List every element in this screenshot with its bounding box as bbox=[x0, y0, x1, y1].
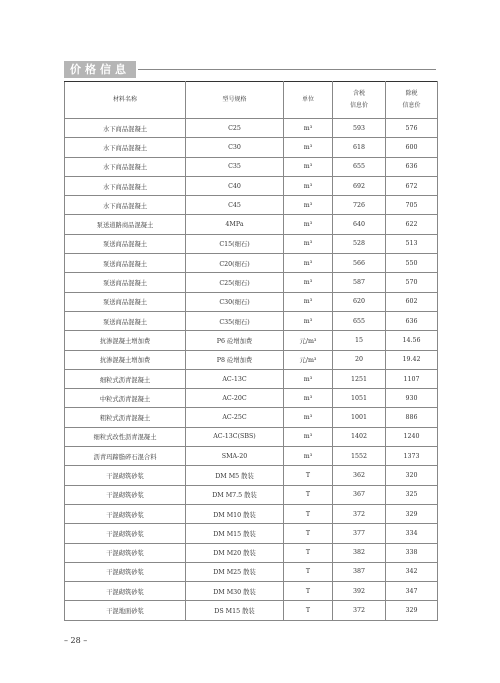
cell-spec: DM M7.5 散装 bbox=[186, 485, 284, 504]
cell-taxed-price: 1051 bbox=[333, 389, 386, 408]
cell-taxed-price: 1552 bbox=[333, 447, 386, 466]
cell-taxed-price: 1251 bbox=[333, 369, 386, 388]
cell-taxed-price: 726 bbox=[333, 196, 386, 215]
cell-taxed-price: 392 bbox=[333, 582, 386, 601]
cell-spec: C35(细石) bbox=[186, 311, 284, 330]
table-row bbox=[65, 196, 438, 215]
cell-untaxed-price: 329 bbox=[386, 601, 438, 620]
cell-untaxed-price: 602 bbox=[386, 292, 438, 311]
cell-spec: AC-13C(SBS) bbox=[186, 427, 284, 446]
cell-untaxed-price: 636 bbox=[386, 311, 438, 330]
cell-unit: m³ bbox=[284, 369, 333, 388]
cell-taxed-price: 587 bbox=[333, 273, 386, 292]
cell-name: 泵送商品混凝土 bbox=[65, 311, 186, 330]
cell-name: 干混砌筑砂浆 bbox=[65, 562, 186, 581]
table-row bbox=[65, 138, 438, 157]
cell-name: 泵送商品混凝土 bbox=[65, 273, 186, 292]
column-header-spec: 型号规格 bbox=[186, 82, 284, 119]
cell-taxed-price: 372 bbox=[333, 504, 386, 523]
cell-unit: m³ bbox=[284, 119, 333, 138]
table-row bbox=[65, 408, 438, 427]
cell-taxed-price: 618 bbox=[333, 138, 386, 157]
cell-unit: T bbox=[284, 466, 333, 485]
cell-spec: DM M5 散装 bbox=[186, 466, 284, 485]
cell-untaxed-price: 600 bbox=[386, 138, 438, 157]
cell-spec: AC-20C bbox=[186, 389, 284, 408]
cell-untaxed-price: 19.42 bbox=[386, 350, 438, 369]
cell-unit: T bbox=[284, 485, 333, 504]
cell-taxed-price: 15 bbox=[333, 331, 386, 350]
cell-name: 水下商品混凝土 bbox=[65, 157, 186, 176]
cell-name: 泵送商品混凝土 bbox=[65, 234, 186, 253]
cell-untaxed-price: 886 bbox=[386, 408, 438, 427]
cell-name: 干混砌筑砂浆 bbox=[65, 466, 186, 485]
table-row bbox=[65, 273, 438, 292]
cell-taxed-price: 387 bbox=[333, 562, 386, 581]
cell-spec: C25(细石) bbox=[186, 273, 284, 292]
table-row bbox=[65, 562, 438, 581]
cell-untaxed-price: 930 bbox=[386, 389, 438, 408]
cell-unit: m³ bbox=[284, 234, 333, 253]
table-row bbox=[65, 504, 438, 523]
table-row bbox=[65, 543, 438, 562]
table-row bbox=[65, 350, 438, 369]
cell-unit: m³ bbox=[284, 196, 333, 215]
cell-spec: P8 砼增加费 bbox=[186, 350, 284, 369]
cell-untaxed-price: 550 bbox=[386, 254, 438, 273]
cell-unit: T bbox=[284, 504, 333, 523]
cell-spec: C40 bbox=[186, 176, 284, 195]
cell-taxed-price: 640 bbox=[333, 215, 386, 234]
cell-taxed-price: 593 bbox=[333, 119, 386, 138]
cell-unit: T bbox=[284, 562, 333, 581]
cell-untaxed-price: 570 bbox=[386, 273, 438, 292]
cell-unit: T bbox=[284, 582, 333, 601]
table-row bbox=[65, 485, 438, 504]
cell-untaxed-price: 705 bbox=[386, 196, 438, 215]
cell-unit: T bbox=[284, 601, 333, 620]
column-header-taxed bbox=[333, 82, 386, 119]
cell-taxed-price: 382 bbox=[333, 543, 386, 562]
cell-taxed-price: 528 bbox=[333, 234, 386, 253]
cell-spec: DS M15 散装 bbox=[186, 601, 284, 620]
table-row bbox=[65, 601, 438, 620]
table-row bbox=[65, 292, 438, 311]
column-header-taxed-line2: 信息价 bbox=[349, 102, 368, 109]
cell-untaxed-price: 1240 bbox=[386, 427, 438, 446]
cell-name: 干混砌筑砂浆 bbox=[65, 504, 186, 523]
table-row bbox=[65, 524, 438, 543]
cell-name: 水下商品混凝土 bbox=[65, 176, 186, 195]
cell-unit: T bbox=[284, 524, 333, 543]
table-row bbox=[65, 176, 438, 195]
cell-name: 水下商品混凝土 bbox=[65, 138, 186, 157]
table-row bbox=[65, 427, 438, 446]
table-row bbox=[65, 331, 438, 350]
cell-spec: C25 bbox=[186, 119, 284, 138]
cell-unit: m³ bbox=[284, 311, 333, 330]
cell-unit: m³ bbox=[284, 389, 333, 408]
cell-spec: C30(细石) bbox=[186, 292, 284, 311]
cell-untaxed-price: 14.56 bbox=[386, 331, 438, 350]
cell-unit: 元/m³ bbox=[284, 331, 333, 350]
cell-untaxed-price: 513 bbox=[386, 234, 438, 253]
cell-taxed-price: 566 bbox=[333, 254, 386, 273]
column-header-untaxed bbox=[386, 82, 438, 119]
cell-untaxed-price: 325 bbox=[386, 485, 438, 504]
table-row bbox=[65, 254, 438, 273]
price-table bbox=[64, 81, 438, 621]
cell-taxed-price: 1001 bbox=[333, 408, 386, 427]
cell-untaxed-price: 672 bbox=[386, 176, 438, 195]
column-header-untaxed-line1: 除税 bbox=[405, 90, 418, 97]
page-number: – 28 – bbox=[64, 636, 88, 645]
cell-name: 泵送道路商品混凝土 bbox=[65, 215, 186, 234]
cell-unit: m³ bbox=[284, 292, 333, 311]
cell-spec: DM M15 散装 bbox=[186, 524, 284, 543]
table-row bbox=[65, 466, 438, 485]
cell-spec: SMA-20 bbox=[186, 447, 284, 466]
cell-unit: m³ bbox=[284, 138, 333, 157]
cell-spec: 4MPa bbox=[186, 215, 284, 234]
table-row bbox=[65, 157, 438, 176]
cell-spec: P6 砼增加费 bbox=[186, 331, 284, 350]
cell-spec: C30 bbox=[186, 138, 284, 157]
cell-name: 泵送商品混凝土 bbox=[65, 292, 186, 311]
cell-name: 干混砌筑砂浆 bbox=[65, 485, 186, 504]
column-header-unit: 单位 bbox=[284, 82, 333, 119]
cell-untaxed-price: 576 bbox=[386, 119, 438, 138]
table-body bbox=[65, 119, 438, 621]
cell-unit: m³ bbox=[284, 157, 333, 176]
column-header-untaxed-line2: 信息价 bbox=[402, 102, 421, 109]
cell-name: 细粒式改性沥青混凝土 bbox=[65, 427, 186, 446]
cell-unit: m³ bbox=[284, 215, 333, 234]
cell-name: 沥青玛蹄脂碎石混合料 bbox=[65, 447, 186, 466]
cell-spec: DM M20 散装 bbox=[186, 543, 284, 562]
table-row bbox=[65, 234, 438, 253]
cell-name: 中粒式沥青混凝土 bbox=[65, 389, 186, 408]
cell-name: 干混砌筑砂浆 bbox=[65, 543, 186, 562]
cell-taxed-price: 655 bbox=[333, 157, 386, 176]
cell-name: 粗粒式沥青混凝土 bbox=[65, 408, 186, 427]
cell-untaxed-price: 347 bbox=[386, 582, 438, 601]
cell-taxed-price: 620 bbox=[333, 292, 386, 311]
cell-name: 水下商品混凝土 bbox=[65, 196, 186, 215]
cell-untaxed-price: 342 bbox=[386, 562, 438, 581]
cell-untaxed-price: 622 bbox=[386, 215, 438, 234]
cell-taxed-price: 692 bbox=[333, 176, 386, 195]
section-title: 价格信息 bbox=[70, 63, 130, 76]
cell-taxed-price: 372 bbox=[333, 601, 386, 620]
cell-name: 泵送商品混凝土 bbox=[65, 254, 186, 273]
cell-unit: m³ bbox=[284, 254, 333, 273]
table-row bbox=[65, 119, 438, 138]
column-header-taxed-line1: 含税 bbox=[352, 90, 365, 97]
cell-untaxed-price: 334 bbox=[386, 524, 438, 543]
cell-spec: DM M10 散装 bbox=[186, 504, 284, 523]
cell-untaxed-price: 320 bbox=[386, 466, 438, 485]
cell-spec: C20(细石) bbox=[186, 254, 284, 273]
cell-name: 干混砌筑砂浆 bbox=[65, 582, 186, 601]
header-divider bbox=[138, 69, 436, 70]
table-row bbox=[65, 215, 438, 234]
cell-untaxed-price: 338 bbox=[386, 543, 438, 562]
cell-spec: C45 bbox=[186, 196, 284, 215]
table-row bbox=[65, 447, 438, 466]
cell-name: 干混地面砂浆 bbox=[65, 601, 186, 620]
cell-taxed-price: 367 bbox=[333, 485, 386, 504]
table-header-row bbox=[65, 82, 438, 119]
table-row bbox=[65, 311, 438, 330]
cell-unit: m³ bbox=[284, 427, 333, 446]
cell-taxed-price: 362 bbox=[333, 466, 386, 485]
cell-name: 水下商品混凝土 bbox=[65, 119, 186, 138]
cell-unit: T bbox=[284, 543, 333, 562]
cell-unit: m³ bbox=[284, 447, 333, 466]
cell-name: 干混砌筑砂浆 bbox=[65, 524, 186, 543]
cell-untaxed-price: 636 bbox=[386, 157, 438, 176]
cell-untaxed-price: 1107 bbox=[386, 369, 438, 388]
cell-taxed-price: 377 bbox=[333, 524, 386, 543]
table-row bbox=[65, 582, 438, 601]
column-header-name: 材料名称 bbox=[65, 82, 186, 119]
cell-unit: m³ bbox=[284, 273, 333, 292]
cell-spec: DM M30 散装 bbox=[186, 582, 284, 601]
cell-taxed-price: 20 bbox=[333, 350, 386, 369]
cell-unit: m³ bbox=[284, 408, 333, 427]
cell-spec: AC-13C bbox=[186, 369, 284, 388]
cell-untaxed-price: 1373 bbox=[386, 447, 438, 466]
cell-spec: C35 bbox=[186, 157, 284, 176]
cell-name: 抗渗混凝土增加费 bbox=[65, 331, 186, 350]
cell-taxed-price: 1402 bbox=[333, 427, 386, 446]
cell-name: 抗渗混凝土增加费 bbox=[65, 350, 186, 369]
cell-taxed-price: 655 bbox=[333, 311, 386, 330]
cell-unit: 元/m³ bbox=[284, 350, 333, 369]
cell-spec: AC-25C bbox=[186, 408, 284, 427]
cell-spec: C15(细石) bbox=[186, 234, 284, 253]
cell-untaxed-price: 329 bbox=[386, 504, 438, 523]
table-row bbox=[65, 369, 438, 388]
cell-unit: m³ bbox=[284, 176, 333, 195]
cell-name: 细粒式沥青混凝土 bbox=[65, 369, 186, 388]
cell-spec: DM M25 散装 bbox=[186, 562, 284, 581]
table-row bbox=[65, 389, 438, 408]
